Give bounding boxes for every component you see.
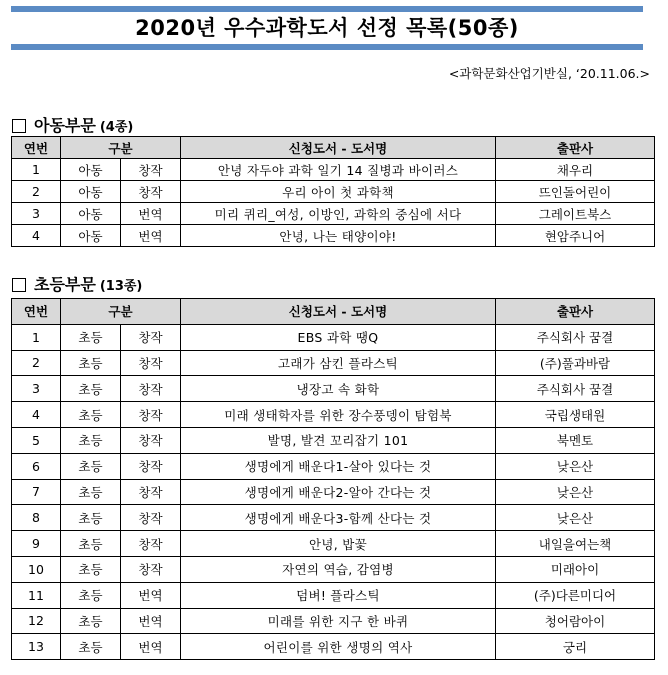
cell-no: 4 <box>12 225 61 247</box>
cell-book-title: 미래 생태학자를 위한 장수풍뎅이 탐험북 <box>181 402 496 428</box>
table-row <box>12 505 655 531</box>
cell-type: 번역 <box>121 225 181 247</box>
table-row <box>12 181 655 203</box>
cell-no: 11 <box>12 582 61 608</box>
cell-book-title: 덤벼! 플라스틱 <box>181 582 496 608</box>
section-count: (4종) <box>99 120 134 135</box>
cell-book-title: 자연의 역습, 감염병 <box>181 556 496 582</box>
page-title: 2020년 우수과학도서 선정 목록(50종) <box>135 16 519 40</box>
cell-book-title: 고래가 삼킨 플라스틱 <box>181 350 496 376</box>
checkbox-square-icon <box>12 278 26 292</box>
table-row <box>12 350 655 376</box>
cell-book-title: 어린이를 위한 생명의 역사 <box>181 634 496 660</box>
cell-type: 번역 <box>121 608 181 634</box>
checkbox-square-icon <box>12 119 26 133</box>
section-name: 초등부문 <box>34 275 96 294</box>
table-row <box>12 453 655 479</box>
section-heading-children <box>12 113 133 136</box>
cell-no: 7 <box>12 479 61 505</box>
header-book: 신청도서 - 도서명 <box>181 137 496 159</box>
cell-book-title: 발명, 발견 꼬리잡기 101 <box>181 427 496 453</box>
table-header-row <box>12 137 655 159</box>
cell-level: 초등 <box>61 505 121 531</box>
cell-no: 1 <box>12 159 61 181</box>
cell-level: 초등 <box>61 556 121 582</box>
cell-publisher: 주식회사 꿈결 <box>496 324 655 350</box>
cell-type: 창작 <box>121 505 181 531</box>
cell-level: 초등 <box>61 350 121 376</box>
cell-type: 번역 <box>121 634 181 660</box>
cell-level: 아동 <box>61 225 121 247</box>
cell-no: 8 <box>12 505 61 531</box>
cell-publisher: 낮은산 <box>496 479 655 505</box>
cell-type: 창작 <box>121 181 181 203</box>
cell-publisher: 뜨인돌어린이 <box>496 181 655 203</box>
title-bar-bottom <box>11 44 643 50</box>
cell-book-title: 미리 퀴리_여성, 이방인, 과학의 중심에 서다 <box>181 203 496 225</box>
cell-no: 12 <box>12 608 61 634</box>
cell-type: 창작 <box>121 376 181 402</box>
table-row <box>12 427 655 453</box>
table-row <box>12 556 655 582</box>
header-no: 연번 <box>12 299 61 325</box>
cell-no: 9 <box>12 531 61 557</box>
children-books-table <box>11 136 655 247</box>
table-row <box>12 479 655 505</box>
cell-no: 10 <box>12 556 61 582</box>
cell-publisher: (주)다른미디어 <box>496 582 655 608</box>
cell-level: 초등 <box>61 582 121 608</box>
cell-level: 초등 <box>61 634 121 660</box>
cell-no: 5 <box>12 427 61 453</box>
cell-level: 초등 <box>61 324 121 350</box>
cell-no: 13 <box>12 634 61 660</box>
cell-no: 3 <box>12 376 61 402</box>
table-row <box>12 531 655 557</box>
cell-type: 번역 <box>121 582 181 608</box>
cell-publisher: 채우리 <box>496 159 655 181</box>
cell-type: 창작 <box>121 427 181 453</box>
cell-level: 초등 <box>61 376 121 402</box>
table-row <box>12 203 655 225</box>
cell-publisher: (주)풀과바람 <box>496 350 655 376</box>
cell-book-title: 생명에게 배운다1-살아 있다는 것 <box>181 453 496 479</box>
header-publisher: 출판사 <box>496 137 655 159</box>
cell-type: 창작 <box>121 453 181 479</box>
cell-publisher: 국립생태원 <box>496 402 655 428</box>
cell-no: 6 <box>12 453 61 479</box>
table-row <box>12 402 655 428</box>
cell-level: 아동 <box>61 181 121 203</box>
title-banner <box>11 6 643 50</box>
cell-no: 3 <box>12 203 61 225</box>
cell-book-title: 생명에게 배운다3-함께 산다는 것 <box>181 505 496 531</box>
header-category: 구분 <box>61 137 181 159</box>
cell-publisher: 낮은산 <box>496 505 655 531</box>
cell-type: 창작 <box>121 350 181 376</box>
cell-type: 창작 <box>121 556 181 582</box>
table-row <box>12 582 655 608</box>
document-source-date: <과학문화산업기반실, ‘20.11.06.> <box>448 66 650 81</box>
cell-publisher: 궁리 <box>496 634 655 660</box>
cell-level: 아동 <box>61 159 121 181</box>
table-row <box>12 225 655 247</box>
cell-type: 창작 <box>121 479 181 505</box>
cell-book-title: 안녕, 나는 태양이야! <box>181 225 496 247</box>
cell-publisher: 그레이트북스 <box>496 203 655 225</box>
cell-publisher: 미래아이 <box>496 556 655 582</box>
cell-type: 창작 <box>121 324 181 350</box>
table-row <box>12 324 655 350</box>
header-publisher: 출판사 <box>496 299 655 325</box>
cell-publisher: 북멘토 <box>496 427 655 453</box>
cell-book-title: 냉장고 속 화학 <box>181 376 496 402</box>
cell-book-title: EBS 과학 땡Q <box>181 324 496 350</box>
cell-book-title: 우리 아이 첫 과학책 <box>181 181 496 203</box>
cell-publisher: 낮은산 <box>496 453 655 479</box>
table-row <box>12 376 655 402</box>
cell-level: 초등 <box>61 608 121 634</box>
cell-level: 초등 <box>61 402 121 428</box>
cell-book-title: 미래를 위한 지구 한 바퀴 <box>181 608 496 634</box>
section-heading-elementary <box>12 272 142 295</box>
cell-level: 초등 <box>61 479 121 505</box>
table-header-row <box>12 299 655 325</box>
cell-book-title: 안녕 자두야 과학 일기 14 질병과 바이러스 <box>181 159 496 181</box>
cell-no: 2 <box>12 350 61 376</box>
header-book: 신청도서 - 도서명 <box>181 299 496 325</box>
section-count: (13종) <box>99 279 143 294</box>
cell-no: 4 <box>12 402 61 428</box>
table-row <box>12 634 655 660</box>
cell-type: 번역 <box>121 203 181 225</box>
cell-type: 창작 <box>121 402 181 428</box>
cell-level: 아동 <box>61 203 121 225</box>
elementary-books-table <box>11 298 655 660</box>
header-category: 구분 <box>61 299 181 325</box>
cell-publisher: 주식회사 꿈결 <box>496 376 655 402</box>
cell-publisher: 내일을여는책 <box>496 531 655 557</box>
cell-publisher: 청어람아이 <box>496 608 655 634</box>
cell-book-title: 안녕, 밥꽃 <box>181 531 496 557</box>
cell-level: 초등 <box>61 531 121 557</box>
cell-level: 초등 <box>61 427 121 453</box>
cell-no: 1 <box>12 324 61 350</box>
cell-type: 창작 <box>121 531 181 557</box>
cell-type: 창작 <box>121 159 181 181</box>
header-no: 연번 <box>12 137 61 159</box>
cell-publisher: 현암주니어 <box>496 225 655 247</box>
section-name: 아동부문 <box>34 116 96 135</box>
table-row <box>12 159 655 181</box>
cell-level: 초등 <box>61 453 121 479</box>
cell-book-title: 생명에게 배운다2-알아 간다는 것 <box>181 479 496 505</box>
cell-no: 2 <box>12 181 61 203</box>
table-row <box>12 608 655 634</box>
